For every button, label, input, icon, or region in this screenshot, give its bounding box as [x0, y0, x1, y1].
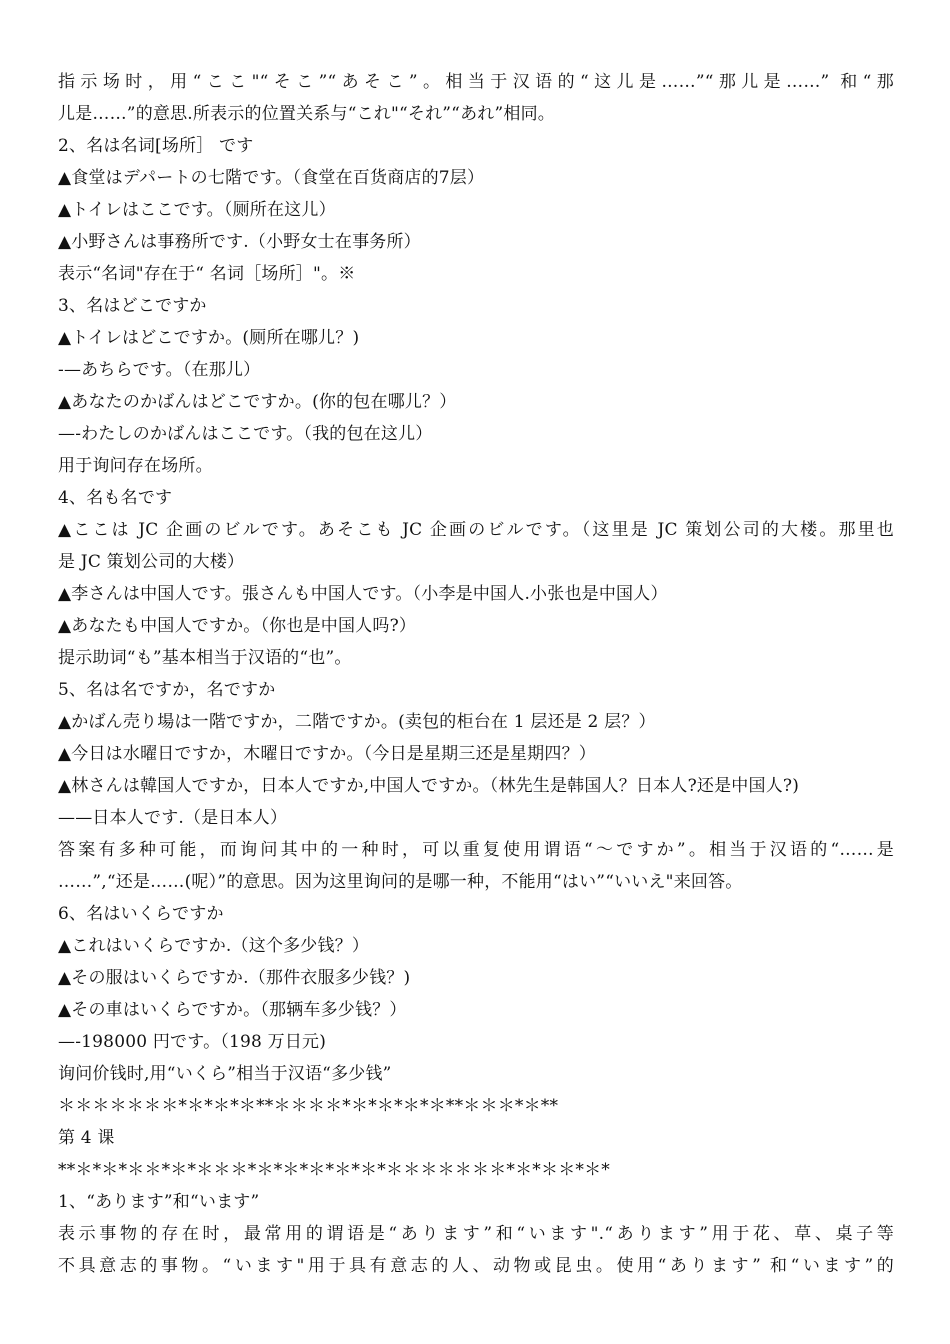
text-line: 用于询问存在场所。 — [58, 456, 213, 476]
text-line: 提示助词“も”基本相当于汉语的“也”。 — [58, 648, 352, 668]
section-heading: 4、名も名です — [58, 488, 173, 508]
example-line: ▲今日は水曜日ですか，木曜日ですか。（今日是星期三还是星期四？） — [58, 744, 596, 764]
section-heading: 3、名はどこですか — [58, 296, 207, 316]
text-line: 答案有多种可能，而询问其中的一种时，可以重复使用谓语“～ですか”。相当于汉语的“……是 — [58, 840, 894, 860]
example-line: ——日本人です.（是日本人） — [58, 808, 288, 828]
example-line: ▲あなたも中国人ですか。（你也是中国人吗?） — [58, 616, 417, 636]
example-line: —-わたしのかばんはここです。（我的包在这儿） — [58, 424, 433, 444]
section-heading: 2、名は名词[场所］ です — [58, 136, 254, 156]
text-line: ……”,“还是……(呢）”的意思。因为这里询问的是哪一种，不能用“はい”“いいえ"来回答。 — [58, 872, 743, 892]
example-line: —-198000 円です。（198 万日元) — [58, 1032, 327, 1052]
text-line: 儿是……”的意思.所表示的位置关系与“これ"“それ”“あれ”相同。 — [58, 104, 555, 124]
lesson-title: 第 4 课 — [58, 1128, 115, 1148]
example-line: ▲トイレはここです。（厕所在这儿） — [58, 200, 336, 220]
example-line: ▲その服はいくらですか.（那件衣服多少钱？) — [58, 968, 411, 988]
example-line: ▲食堂はデパートの七階です。（食堂在百货商店的7层） — [58, 168, 485, 188]
example-line: ▲李さんは中国人です。張さんも中国人です。（小李是中国人.小张也是中国人） — [58, 584, 668, 604]
text-line: 指示场时，用“ここ"“そこ”“あそこ”。相当于汉语的“这儿是……”“那儿是……” 和“那 — [58, 72, 894, 92]
example-line: ▲その車はいくらですか。（那辆车多少钱？） — [58, 1000, 407, 1020]
text-line: 表示事物的存在时，最常用的谓语是“あります”和“います".“あります”用于花、草、桌子等 — [58, 1224, 894, 1244]
example-line: ▲トイレはどこですか。(厕所在哪儿？) — [58, 328, 360, 348]
example-line: ▲これはいくらですか.（这个多少钱？） — [58, 936, 370, 956]
example-line: ▲林さんは韓国人ですか，日本人ですか,中国人ですか。（林先生是韩国人？日本人?还是中国人?) — [58, 776, 800, 796]
example-line: ▲小野さんは事務所です.（小野女士在事务所） — [58, 232, 421, 252]
example-line: ▲かばん売り場は一階ですか，二階ですか。(卖包的柜台在 1 层还是 2 层？） — [58, 712, 656, 732]
section-heading: 6、名はいくらですか — [58, 904, 224, 924]
document-page — [58, 66, 894, 1282]
text-line: 询问价钱时,用“いくら”相当于汉语“多少钱” — [58, 1064, 392, 1084]
section-heading: 5、名は名ですか，名ですか — [58, 680, 276, 700]
example-line: -—あちらです。（在那儿） — [58, 360, 261, 380]
separator-line: ＊＊＊＊＊＊＊*＊*＊*＊**＊＊＊＊*＊*＊*＊*＊**＊＊＊*＊** — [58, 1096, 559, 1116]
section-heading: 1、“あります”和“います” — [58, 1192, 260, 1212]
example-line: 是 JC 策划公司的大楼） — [58, 552, 245, 572]
example-line: ▲ここは JC 企画のビルです。あそこも JC 企画のビルです。（这里是 JC 策划公司的大楼。那里也 — [58, 520, 894, 540]
separator-line: **＊*＊*＊＊*＊*＊＊＊*＊*＊*＊*＊*＊*＊＊＊＊＊＊＊*＊*＊＊*＊* — [58, 1160, 610, 1180]
example-line: ▲あなたのかばんはどこですか。(你的包在哪儿？） — [58, 392, 457, 412]
text-line: 表示“名词"存在于“ 名词［场所］"。※ — [58, 264, 356, 284]
text-line: 不具意志的事物。“います"用于具有意志的人、动物或昆虫。使用“あります” 和“います”的 — [58, 1256, 894, 1276]
